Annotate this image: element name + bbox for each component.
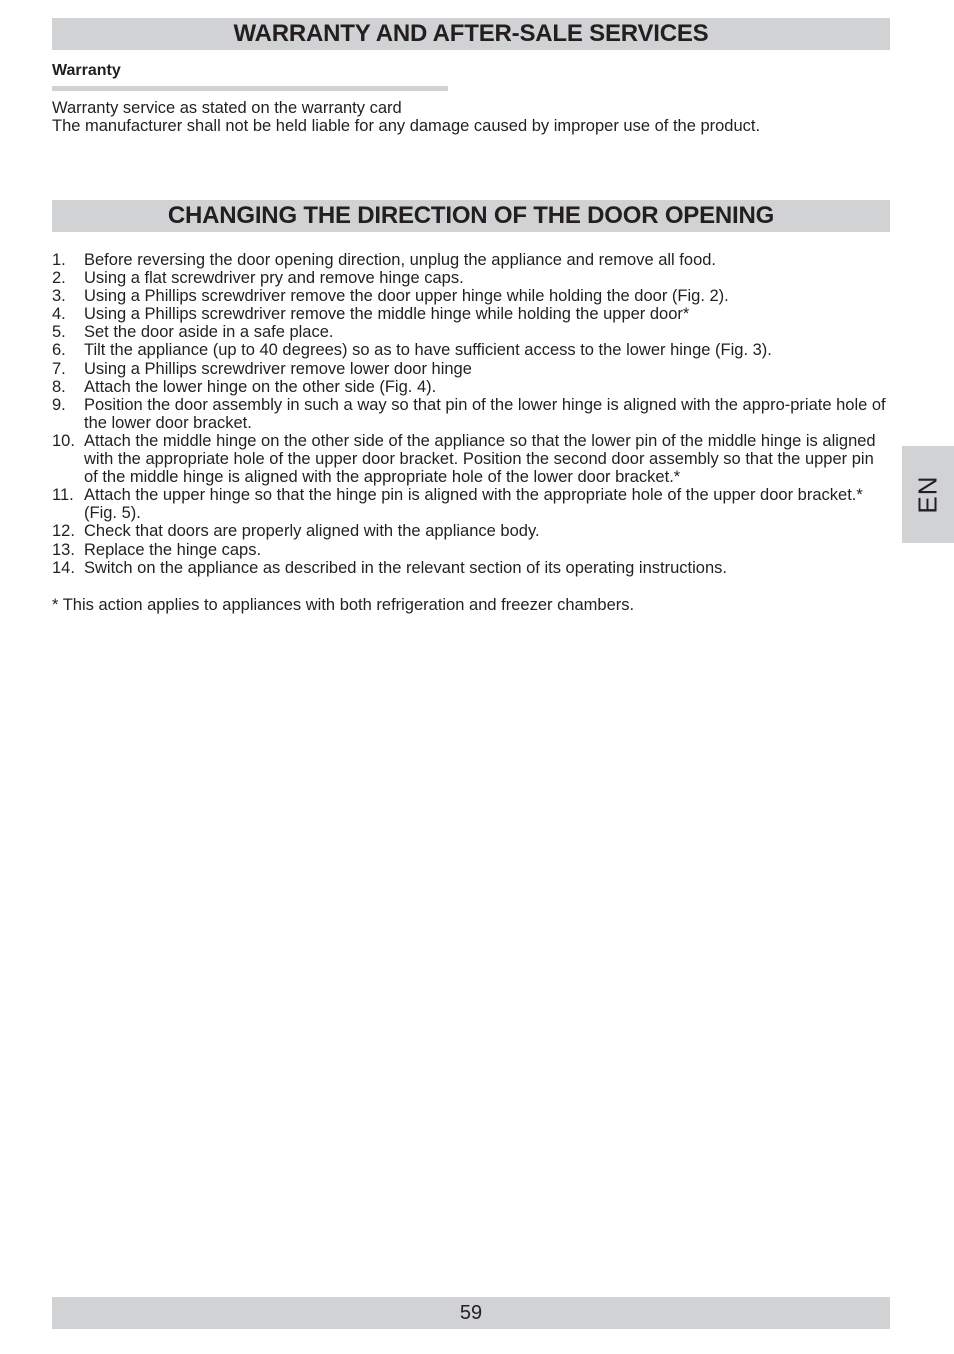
warranty-text-line: The manufacturer shall not be held liable for any damage caused by improper use of the product. [52,117,761,135]
step-text: Switch on the appliance as described in the relevant section of its operating instructions. [84,558,727,577]
list-item [52,323,892,341]
list-item [52,378,892,396]
list-item [52,341,892,359]
step-number: 5. [52,323,66,342]
language-tab-label: EN [912,475,943,514]
list-item [52,522,892,540]
step-number: 10. [52,431,75,450]
door-steps-list [52,251,892,577]
step-text: Replace the hinge caps. [84,540,262,559]
step-text: Attach the lower hinge on the other side (Fig. 4). [84,377,437,396]
step-number: 2. [52,269,66,288]
list-item [52,287,892,305]
step-number: 6. [52,341,66,360]
step-text: Tilt the appliance (up to 40 degrees) so as to have sufficient access to the lower hinge (Fig. 3). [84,341,772,360]
step-number: 13. [52,540,75,559]
list-item [52,486,892,522]
step-text: Using a Phillips screwdriver remove the door upper hinge while holding the door (Fig. 2). [84,287,729,306]
step-number: 4. [52,305,66,324]
step-number: 3. [52,287,66,306]
step-number: 9. [52,395,66,414]
step-text: Using a flat screwdriver pry and remove hinge caps. [84,269,464,288]
list-item [52,432,892,486]
list-item [52,305,892,323]
door-section-header [52,200,890,232]
step-number: 1. [52,251,66,269]
step-number: 11. [52,486,74,505]
step-text: Using a Phillips screwdriver remove the middle hinge while holding the upper door* [84,305,690,324]
step-text: Before reversing the door opening direction, unplug the appliance and remove all food. [84,251,717,269]
step-text: Position the door assembly in such a way so that pin of the lower hinge is aligned with the appro-priate hole of the lower door bracket. [84,395,886,432]
list-item [52,559,892,577]
list-item [52,269,892,287]
warranty-section-title: WARRANTY AND AFTER-SALE SERVICES [233,20,709,47]
warranty-text-line: Warranty service as stated on the warranty card [52,99,402,117]
step-number: 14. [52,558,75,577]
subheading-divider [52,86,448,91]
page-footer [52,1297,890,1329]
step-text: Using a Phillips screwdriver remove lower door hinge [84,359,472,378]
language-tab [902,446,954,543]
list-item [52,251,892,269]
page-number: 59 [459,1301,483,1324]
list-item [52,396,892,432]
step-number: 12. [52,522,75,541]
list-item [52,541,892,559]
step-number: 7. [52,359,66,378]
footnote: * This action applies to appliances with both refrigeration and freezer chambers. [52,596,635,614]
step-text: Set the door aside in a safe place. [84,323,334,342]
step-text: Attach the upper hinge so that the hinge pin is aligned with the appropriate hole of the upper door bracket.* (Fig. 5). [84,486,863,523]
warranty-section-header [52,18,890,50]
door-section-title: CHANGING THE DIRECTION OF THE DOOR OPENING [167,202,775,229]
step-number: 8. [52,377,66,396]
step-text: Attach the middle hinge on the other side of the appliance so that the lower pin of the middle hinge is aligned with the appropriate hole of the upper door bracket. Position the second door assembly so that the upper pin of the middle hinge is aligned with the appropriate hole of the lower door bracket.* [84,431,876,487]
warranty-subheading: Warranty [52,62,121,79]
list-item [52,360,892,378]
step-text: Check that doors are properly aligned with the appliance body. [84,522,540,541]
